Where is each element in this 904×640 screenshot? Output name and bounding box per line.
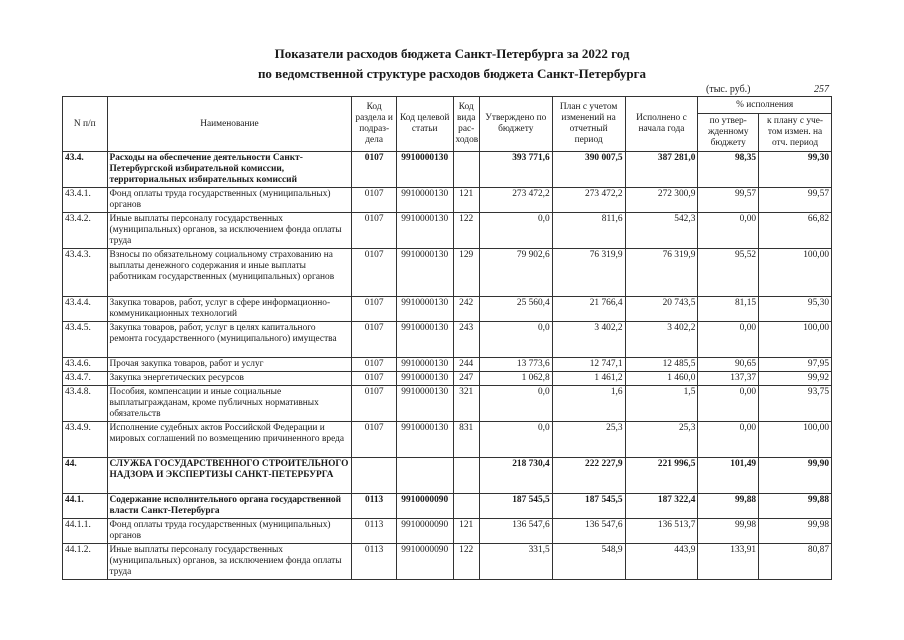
row-pct-budget: 101,49 [698, 458, 759, 494]
row-statya-code [396, 458, 453, 494]
row-pct-budget: 90,65 [698, 358, 759, 372]
table-row [63, 519, 832, 544]
row-executed: 12 485,5 [625, 358, 698, 372]
row-pct-plan: 97,95 [759, 358, 832, 372]
row-statya-code: 9910000130 [396, 372, 453, 386]
row-executed: 3 402,2 [625, 322, 698, 358]
row-razdel-code: 0107 [352, 152, 397, 188]
header-pct-budget: по утвер-жденному бюджету [698, 114, 759, 152]
header-executed: Исполнено с начала года [625, 97, 698, 152]
row-pct-plan: 100,00 [759, 422, 832, 458]
row-name: Закупка товаров, работ, услуг в целях капитального ремонта государственного (муниципального) имущества [107, 322, 352, 358]
row-statya-code: 9910000130 [396, 322, 453, 358]
row-name: Закупка товаров, работ, услуг в сфере информационно-коммуникационных технологий [107, 297, 352, 322]
row-executed: 1 460,0 [625, 372, 698, 386]
row-approved: 0,0 [479, 422, 552, 458]
row-name: Иные выплаты персоналу государственных (муниципальных) органов, за исключением фонда оплаты труда [107, 213, 352, 249]
table-row [63, 544, 832, 580]
table-row [63, 386, 832, 422]
row-razdel-code: 0107 [352, 422, 397, 458]
row-pct-plan: 99,30 [759, 152, 832, 188]
row-name: Иные выплаты персоналу государственных (муниципальных) органов, за исключением фонда оплаты труда [107, 544, 352, 580]
page-number: 257 [814, 84, 829, 95]
row-approved: 13 773,6 [479, 358, 552, 372]
row-vid-code: 831 [453, 422, 479, 458]
row-plan: 548,9 [552, 544, 625, 580]
row-pct-plan: 99,90 [759, 458, 832, 494]
row-plan: 12 747,1 [552, 358, 625, 372]
row-vid-code: 242 [453, 297, 479, 322]
title-line-1: Показатели расходов бюджета Санкт-Петербурга за 2022 год [274, 46, 630, 61]
row-num: 43.4.1. [63, 188, 108, 213]
row-vid-code: 122 [453, 544, 479, 580]
title-line-2: по ведомственной структуре расходов бюджета Санкт-Петербурга [257, 66, 647, 81]
row-statya-code: 9910000130 [396, 386, 453, 422]
row-approved: 218 730,4 [479, 458, 552, 494]
table-row [63, 152, 832, 188]
header-num: N п/п [63, 97, 108, 152]
row-executed: 136 513,7 [625, 519, 698, 544]
row-plan: 25,3 [552, 422, 625, 458]
row-approved: 0,0 [479, 386, 552, 422]
row-razdel-code: 0107 [352, 386, 397, 422]
row-razdel-code: 0107 [352, 213, 397, 249]
row-name: Закупка энергетических ресурсов [107, 372, 352, 386]
row-approved: 1 062,8 [479, 372, 552, 386]
row-pct-plan: 99,57 [759, 188, 832, 213]
row-num: 43.4.9. [63, 422, 108, 458]
row-approved: 0,0 [479, 213, 552, 249]
header-pct-group: % исполнения [698, 97, 832, 114]
row-vid-code: 247 [453, 372, 479, 386]
row-statya-code: 9910000130 [396, 297, 453, 322]
row-name: Фонд оплаты труда государственных (муниципальных) органов [107, 519, 352, 544]
header-statya: Код целевой статьи [396, 97, 453, 152]
header-vid: Код вида рас-ходов [453, 97, 479, 152]
row-statya-code: 9910000090 [396, 519, 453, 544]
table-row [63, 249, 832, 297]
row-num: 44.1.2. [63, 544, 108, 580]
row-plan: 222 227,9 [552, 458, 625, 494]
row-vid-code [453, 494, 479, 519]
row-approved: 393 771,6 [479, 152, 552, 188]
row-plan: 1,6 [552, 386, 625, 422]
row-executed: 387 281,0 [625, 152, 698, 188]
units-label: (тыс. руб.) [706, 84, 751, 95]
row-name: Взносы по обязательному социальному страхованию на выплаты денежного содержания и иные выплаты работникам государственных (муниципальных) органов [107, 249, 352, 297]
row-num: 44.1.1. [63, 519, 108, 544]
row-plan: 21 766,4 [552, 297, 625, 322]
row-vid-code [453, 152, 479, 188]
row-executed: 187 322,4 [625, 494, 698, 519]
row-pct-plan: 100,00 [759, 249, 832, 297]
row-num: 43.4.2. [63, 213, 108, 249]
row-razdel-code: 0107 [352, 358, 397, 372]
table-body [63, 152, 832, 580]
row-num: 43.4.6. [63, 358, 108, 372]
row-vid-code: 243 [453, 322, 479, 358]
row-pct-budget: 81,15 [698, 297, 759, 322]
row-plan: 390 007,5 [552, 152, 625, 188]
row-executed: 542,3 [625, 213, 698, 249]
row-razdel-code: 0113 [352, 544, 397, 580]
row-pct-plan: 80,87 [759, 544, 832, 580]
row-pct-budget: 0,00 [698, 322, 759, 358]
row-statya-code: 9910000130 [396, 188, 453, 213]
row-razdel-code [352, 458, 397, 494]
row-executed: 25,3 [625, 422, 698, 458]
row-pct-budget: 0,00 [698, 386, 759, 422]
row-pct-budget: 99,57 [698, 188, 759, 213]
row-razdel-code: 0107 [352, 297, 397, 322]
row-pct-budget: 99,98 [698, 519, 759, 544]
table-row [63, 188, 832, 213]
table-row [63, 213, 832, 249]
row-name: Фонд оплаты труда государственных (муниципальных) органов [107, 188, 352, 213]
row-statya-code: 9910000130 [396, 213, 453, 249]
row-num: 43.4.8. [63, 386, 108, 422]
row-num: 44.1. [63, 494, 108, 519]
row-pct-plan: 99,98 [759, 519, 832, 544]
row-num: 43.4.7. [63, 372, 108, 386]
row-pct-plan: 93,75 [759, 386, 832, 422]
row-pct-budget: 133,91 [698, 544, 759, 580]
row-vid-code: 244 [453, 358, 479, 372]
row-approved: 136 547,6 [479, 519, 552, 544]
row-statya-code: 9910000130 [396, 422, 453, 458]
row-num: 43.4.5. [63, 322, 108, 358]
row-num: 44. [63, 458, 108, 494]
row-name: Расходы на обеспечение деятельности Санкт-Петербургской избирательной комиссии, территориальных избирательных комиссий [107, 152, 352, 188]
row-vid-code: 122 [453, 213, 479, 249]
table-row [63, 372, 832, 386]
row-executed: 443,9 [625, 544, 698, 580]
row-executed: 76 319,9 [625, 249, 698, 297]
row-plan: 1 461,2 [552, 372, 625, 386]
table-row [63, 422, 832, 458]
row-statya-code: 9910000130 [396, 152, 453, 188]
row-pct-budget: 137,37 [698, 372, 759, 386]
header-pct-plan: к плану с уче-том измен. на отч. период [759, 114, 832, 152]
row-num: 43.4.4. [63, 297, 108, 322]
row-executed: 221 996,5 [625, 458, 698, 494]
row-executed: 1,5 [625, 386, 698, 422]
row-statya-code: 9910000090 [396, 544, 453, 580]
row-pct-budget: 0,00 [698, 422, 759, 458]
header-razdel: Код раздела и подраз-дела [352, 97, 397, 152]
row-executed: 272 300,9 [625, 188, 698, 213]
row-plan: 136 547,6 [552, 519, 625, 544]
row-name: Пособия, компенсации и иные социальные выплатыгражданам, кроме публичных нормативных обязательств [107, 386, 352, 422]
header-name: Наименование [107, 97, 352, 152]
row-razdel-code: 0113 [352, 519, 397, 544]
row-name: Содержание исполнительного органа государственной власти Санкт-Петербурга [107, 494, 352, 519]
row-pct-budget: 98,35 [698, 152, 759, 188]
row-plan: 3 402,2 [552, 322, 625, 358]
row-num: 43.4.3. [63, 249, 108, 297]
row-approved: 331,5 [479, 544, 552, 580]
row-num: 43.4. [63, 152, 108, 188]
row-pct-plan: 99,92 [759, 372, 832, 386]
row-statya-code: 9910000130 [396, 358, 453, 372]
row-name: Исполнение судебных актов Российской Федерации и мировых соглашений по возмещению причиненного вреда [107, 422, 352, 458]
row-plan: 273 472,2 [552, 188, 625, 213]
row-pct-plan: 66,82 [759, 213, 832, 249]
row-name: СЛУЖБА ГОСУДАРСТВЕННОГО СТРОИТЕЛЬНОГО НАДЗОРА И ЭКСПЕРТИЗЫ САНКТ-ПЕТЕРБУРГА [107, 458, 352, 494]
row-razdel-code: 0107 [352, 372, 397, 386]
row-pct-budget: 0,00 [698, 213, 759, 249]
row-approved: 187 545,5 [479, 494, 552, 519]
row-approved: 25 560,4 [479, 297, 552, 322]
row-statya-code: 9910000090 [396, 494, 453, 519]
table-row [63, 358, 832, 372]
row-razdel-code: 0107 [352, 249, 397, 297]
row-executed: 20 743,5 [625, 297, 698, 322]
row-razdel-code: 0107 [352, 188, 397, 213]
row-vid-code: 121 [453, 519, 479, 544]
row-plan: 187 545,5 [552, 494, 625, 519]
row-razdel-code: 0107 [352, 322, 397, 358]
table-row [63, 494, 832, 519]
row-vid-code: 321 [453, 386, 479, 422]
row-approved: 0,0 [479, 322, 552, 358]
row-pct-budget: 95,52 [698, 249, 759, 297]
row-plan: 811,6 [552, 213, 625, 249]
header-plan: План с учетом изменений на отчетный период [552, 97, 625, 152]
budget-table [62, 96, 832, 580]
row-vid-code: 129 [453, 249, 479, 297]
row-vid-code: 121 [453, 188, 479, 213]
row-statya-code: 9910000130 [396, 249, 453, 297]
row-name: Прочая закупка товаров, работ и услуг [107, 358, 352, 372]
row-razdel-code: 0113 [352, 494, 397, 519]
row-vid-code [453, 458, 479, 494]
row-approved: 79 902,6 [479, 249, 552, 297]
row-pct-plan: 100,00 [759, 322, 832, 358]
row-pct-budget: 99,88 [698, 494, 759, 519]
row-pct-plan: 99,88 [759, 494, 832, 519]
table-row [63, 297, 832, 322]
header-approved: Утверждено по бюджету [479, 97, 552, 152]
row-pct-plan: 95,30 [759, 297, 832, 322]
document-title [0, 44, 904, 84]
row-plan: 76 319,9 [552, 249, 625, 297]
table-row [63, 322, 832, 358]
row-approved: 273 472,2 [479, 188, 552, 213]
table-row [63, 458, 832, 494]
